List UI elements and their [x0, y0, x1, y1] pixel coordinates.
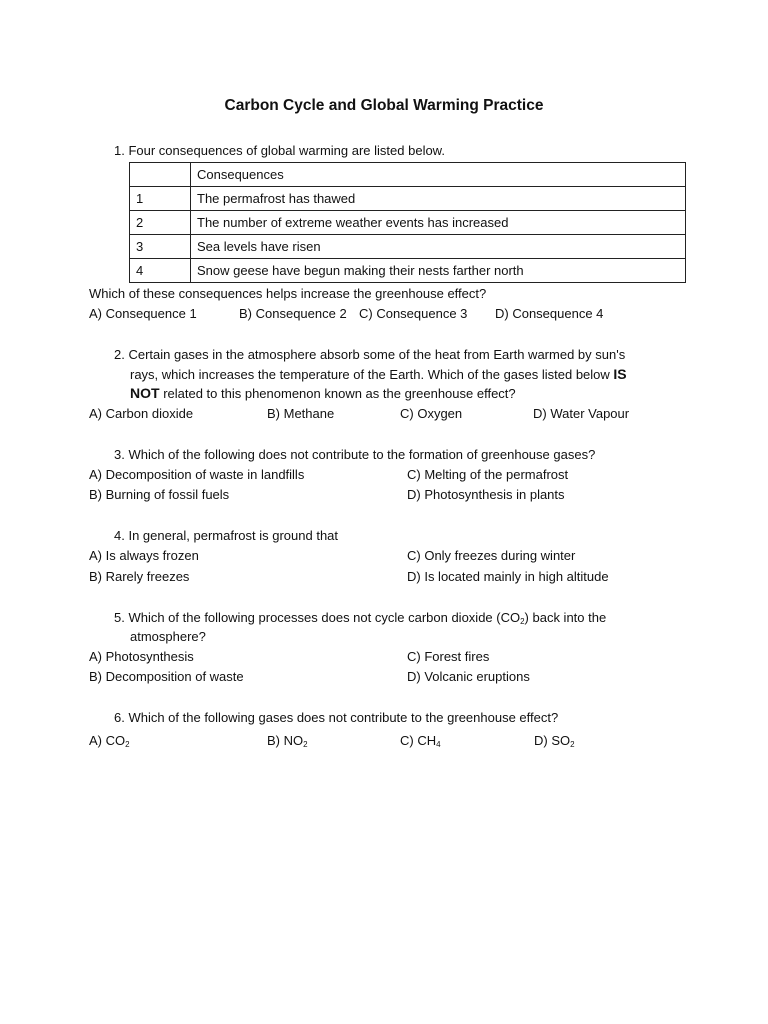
table-header-cell: Consequences	[191, 163, 686, 187]
q2-line-3-text: related to this phenomenon known as the greenhouse effect?	[163, 386, 516, 401]
q4-option-d: D) Is located mainly in high altitude	[407, 569, 609, 584]
q1-option-d: D) Consequence 4	[495, 306, 604, 321]
q3-option-c: C) Melting of the permafrost	[407, 467, 569, 482]
table-row	[130, 187, 686, 211]
q6-option-d-subscript: 2	[570, 740, 575, 749]
q5-line-2: atmosphere?	[130, 629, 206, 644]
table-header-number-cell	[130, 163, 191, 187]
q2-line-2	[130, 365, 627, 384]
q6-option-c-subscript: 4	[436, 740, 441, 749]
table-row-text: Snow geese have begun making their nests farther north	[191, 259, 686, 283]
q1-question: Which of these consequences helps increase the greenhouse effect?	[89, 286, 487, 301]
q6-option-c	[400, 732, 441, 750]
q5-line-1	[114, 609, 606, 627]
q2-option-c: C) Oxygen	[400, 406, 463, 421]
q6-prompt: 6. Which of the following gases does not contribute to the greenhouse effect?	[114, 710, 559, 725]
q6-option-b-text: B) NO	[267, 733, 304, 748]
q6-option-a	[89, 732, 130, 750]
table-row-text: Sea levels have risen	[191, 235, 686, 259]
table-row-number: 1	[130, 187, 191, 211]
table-row	[130, 235, 686, 259]
q6-option-d-text: D) SO	[534, 733, 571, 748]
q5-line-1-end: ) back into the	[524, 610, 607, 625]
q4-option-b: B) Rarely freezes	[89, 569, 190, 584]
table-row	[130, 259, 686, 283]
table-row-number: 2	[130, 211, 191, 235]
q3-prompt: 3. Which of the following does not contribute to the formation of greenhouse gases?	[114, 447, 596, 462]
q4-option-c: C) Only freezes during winter	[407, 548, 576, 563]
q4-option-a: A) Is always frozen	[89, 548, 199, 563]
q4-prompt: 4. In general, permafrost is ground that	[114, 528, 339, 543]
q2-line-1: 2. Certain gases in the atmosphere absorb some of the heat from Earth warmed by sun's	[114, 347, 626, 362]
q2-emphasis-not: NOT	[130, 385, 160, 401]
q6-option-b	[267, 732, 308, 750]
table-row-text: The permafrost has thawed	[191, 187, 686, 211]
q2-emphasis-is: IS	[613, 366, 627, 382]
table-header-row	[130, 163, 686, 187]
q6-option-b-subscript: 2	[303, 740, 308, 749]
q5-line-1-text: 5. Which of the following processes does not cycle carbon dioxide (CO	[114, 610, 521, 625]
q6-option-d	[534, 732, 575, 750]
q5-option-a: A) Photosynthesis	[89, 649, 194, 664]
q1-option-c: C) Consequence 3	[359, 306, 468, 321]
q2-option-a: A) Carbon dioxide	[89, 406, 194, 421]
q3-option-b: B) Burning of fossil fuels	[89, 487, 230, 502]
q6-option-a-text: A) CO	[89, 733, 126, 748]
table-row-text: The number of extreme weather events has increased	[191, 211, 686, 235]
q1-option-b: B) Consequence 2	[239, 306, 347, 321]
q2-line-3	[130, 384, 516, 403]
q1-option-a: A) Consequence 1	[89, 306, 197, 321]
q5-subscript: 2	[520, 617, 525, 626]
q2-option-d: D) Water Vapour	[533, 406, 630, 421]
q2-option-b: B) Methane	[267, 406, 335, 421]
page-title: Carbon Cycle and Global Warming Practice	[224, 97, 544, 114]
q5-option-d: D) Volcanic eruptions	[407, 669, 530, 684]
q3-option-a: A) Decomposition of waste in landfills	[89, 467, 305, 482]
q1-prompt: 1. Four consequences of global warming are listed below.	[114, 143, 445, 158]
q3-option-d: D) Photosynthesis in plants	[407, 487, 565, 502]
q5-option-c: C) Forest fires	[407, 649, 490, 664]
q6-option-a-subscript: 2	[125, 740, 130, 749]
q6-option-c-text: C) CH	[400, 733, 437, 748]
consequences-table	[129, 162, 686, 283]
q2-line-2-text: rays, which increases the temperature of the Earth. Which of the gases listed below	[130, 367, 610, 382]
table-row-number: 4	[130, 259, 191, 283]
q5-option-b: B) Decomposition of waste	[89, 669, 244, 684]
table-row-number: 3	[130, 235, 191, 259]
table-row	[130, 211, 686, 235]
